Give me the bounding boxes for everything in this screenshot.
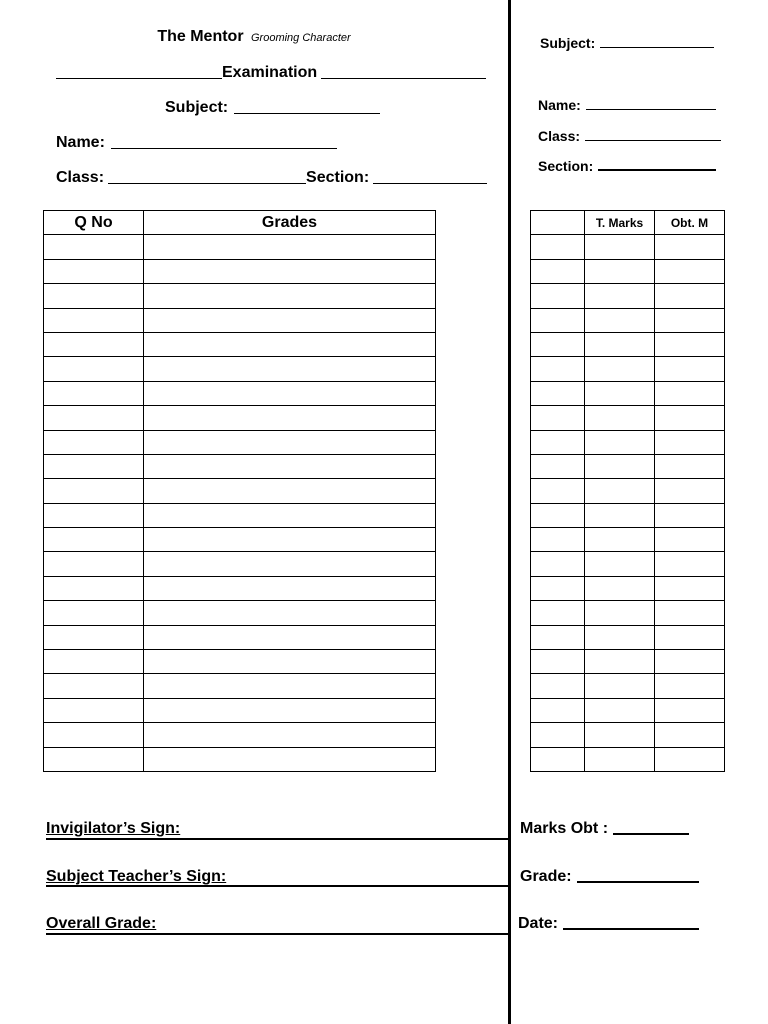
table-row <box>531 259 725 283</box>
obtained-marks-cell[interactable] <box>655 723 725 747</box>
overall-grade-field[interactable] <box>46 933 508 935</box>
total-marks-cell[interactable] <box>585 430 655 454</box>
total-marks-cell[interactable] <box>585 650 655 674</box>
class-section-line <box>56 169 487 187</box>
obtained-marks-cell[interactable] <box>655 454 725 478</box>
total-marks-cell[interactable] <box>585 528 655 552</box>
total-marks-cell[interactable] <box>585 601 655 625</box>
question-cell[interactable] <box>531 747 585 771</box>
total-marks-header: T. Marks <box>585 211 655 235</box>
grade-cell[interactable] <box>144 479 436 503</box>
q-no-cell[interactable] <box>44 576 144 600</box>
question-cell[interactable] <box>531 235 585 259</box>
subject-line <box>165 99 380 117</box>
class-field[interactable] <box>108 183 306 184</box>
question-cell[interactable] <box>531 454 585 478</box>
total-marks-cell[interactable] <box>585 503 655 527</box>
total-marks-cell[interactable] <box>585 552 655 576</box>
obtained-marks-cell[interactable] <box>655 308 725 332</box>
obtained-marks-cell[interactable] <box>655 430 725 454</box>
table-row <box>44 430 436 454</box>
q-no-cell[interactable] <box>44 430 144 454</box>
table-row <box>531 284 725 308</box>
table-row <box>531 357 725 381</box>
table-row <box>531 625 725 649</box>
obtained-marks-cell[interactable] <box>655 235 725 259</box>
date-label: Date: <box>518 915 559 932</box>
table-row <box>44 601 436 625</box>
side-class-field[interactable] <box>585 140 721 141</box>
total-marks-cell[interactable] <box>585 357 655 381</box>
obtained-marks-cell[interactable] <box>655 381 725 405</box>
q-no-header: Q No <box>44 211 144 235</box>
total-marks-cell[interactable] <box>585 259 655 283</box>
side-section-label: Section: <box>538 158 594 174</box>
table-row <box>44 674 436 698</box>
subject-teacher-sign-field[interactable] <box>46 885 508 887</box>
q-no-cell[interactable] <box>44 406 144 430</box>
marks-obt-line <box>520 820 689 838</box>
page-divider <box>508 0 511 1024</box>
question-cell[interactable] <box>531 625 585 649</box>
table-row <box>44 259 436 283</box>
invigilator-sign-label: Invigilator’s Sign: <box>46 820 181 837</box>
grade-cell[interactable] <box>144 406 436 430</box>
table-row <box>44 528 436 552</box>
side-name-line <box>538 97 716 113</box>
name-line <box>56 134 337 152</box>
marks-obt-label: Marks Obt : <box>520 820 609 837</box>
table-row <box>531 406 725 430</box>
side-name-label: Name: <box>538 97 581 113</box>
obtained-marks-cell[interactable] <box>655 601 725 625</box>
marks-blank-header <box>531 211 585 235</box>
table-row <box>531 454 725 478</box>
grades-table-header <box>44 211 436 235</box>
q-no-cell[interactable] <box>44 235 144 259</box>
question-cell[interactable] <box>531 503 585 527</box>
question-cell[interactable] <box>531 698 585 722</box>
total-marks-cell[interactable] <box>585 747 655 771</box>
q-no-cell[interactable] <box>44 479 144 503</box>
table-row <box>531 552 725 576</box>
obtained-marks-cell[interactable] <box>655 479 725 503</box>
date-field[interactable] <box>563 928 699 930</box>
marks-table <box>530 210 725 772</box>
grade-cell[interactable] <box>144 552 436 576</box>
table-row <box>531 332 725 356</box>
question-cell[interactable] <box>531 332 585 356</box>
obtained-marks-cell[interactable] <box>655 747 725 771</box>
grade-cell[interactable] <box>144 625 436 649</box>
overall-grade-label: Overall Grade: <box>46 915 157 932</box>
table-row <box>531 650 725 674</box>
side-class-line <box>538 128 721 144</box>
grade-cell[interactable] <box>144 576 436 600</box>
section-field[interactable] <box>373 183 487 184</box>
subject-label: Subject: <box>165 99 229 116</box>
question-cell[interactable] <box>531 552 585 576</box>
grades-header: Grades <box>144 211 436 235</box>
total-marks-cell[interactable] <box>585 308 655 332</box>
table-row <box>531 503 725 527</box>
examination-suffix-field[interactable] <box>321 78 486 79</box>
obtained-marks-cell[interactable] <box>655 674 725 698</box>
grade-cell[interactable] <box>144 674 436 698</box>
table-row <box>531 723 725 747</box>
obtained-marks-cell[interactable] <box>655 503 725 527</box>
q-no-cell[interactable] <box>44 552 144 576</box>
table-row <box>44 576 436 600</box>
q-no-cell[interactable] <box>44 454 144 478</box>
q-no-cell[interactable] <box>44 381 144 405</box>
marks-table-header <box>531 211 725 235</box>
question-cell[interactable] <box>531 357 585 381</box>
grade-cell[interactable] <box>144 528 436 552</box>
obtained-marks-cell[interactable] <box>655 576 725 600</box>
table-row <box>44 406 436 430</box>
question-cell[interactable] <box>531 576 585 600</box>
question-cell[interactable] <box>531 674 585 698</box>
name-field[interactable] <box>111 148 337 149</box>
grade-cell[interactable] <box>144 650 436 674</box>
question-cell[interactable] <box>531 723 585 747</box>
obtained-marks-cell[interactable] <box>655 332 725 356</box>
table-row <box>44 284 436 308</box>
table-row <box>531 479 725 503</box>
obtained-marks-cell[interactable] <box>655 650 725 674</box>
obtained-marks-cell[interactable] <box>655 284 725 308</box>
question-cell[interactable] <box>531 430 585 454</box>
q-no-cell[interactable] <box>44 308 144 332</box>
table-row <box>44 332 436 356</box>
table-row <box>44 308 436 332</box>
table-row <box>44 552 436 576</box>
grade-cell[interactable] <box>144 357 436 381</box>
total-marks-cell[interactable] <box>585 479 655 503</box>
total-marks-cell[interactable] <box>585 698 655 722</box>
question-cell[interactable] <box>531 284 585 308</box>
q-no-cell[interactable] <box>44 674 144 698</box>
question-cell[interactable] <box>531 381 585 405</box>
school-tagline: Grooming Character <box>251 32 351 44</box>
side-subject-field[interactable] <box>600 47 714 48</box>
q-no-cell[interactable] <box>44 747 144 771</box>
side-section-line <box>538 158 716 174</box>
table-row <box>531 528 725 552</box>
examination-label: Examination <box>222 64 318 81</box>
name-label: Name: <box>56 134 105 151</box>
grade-field[interactable] <box>577 881 699 883</box>
total-marks-cell[interactable] <box>585 406 655 430</box>
total-marks-cell[interactable] <box>585 332 655 356</box>
side-subject-line <box>540 35 714 51</box>
total-marks-cell[interactable] <box>585 284 655 308</box>
q-no-cell[interactable] <box>44 698 144 722</box>
grade-cell[interactable] <box>144 503 436 527</box>
total-marks-cell[interactable] <box>585 381 655 405</box>
grade-cell[interactable] <box>144 430 436 454</box>
table-row <box>531 674 725 698</box>
q-no-cell[interactable] <box>44 503 144 527</box>
school-header <box>0 28 508 46</box>
table-row <box>44 747 436 771</box>
obtained-marks-cell[interactable] <box>655 357 725 381</box>
table-row <box>44 650 436 674</box>
class-label: Class: <box>56 169 105 186</box>
table-row <box>44 357 436 381</box>
grade-cell[interactable] <box>144 284 436 308</box>
q-no-cell[interactable] <box>44 259 144 283</box>
table-row <box>531 308 725 332</box>
invigilator-sign-field[interactable] <box>46 838 508 840</box>
total-marks-cell[interactable] <box>585 235 655 259</box>
question-cell[interactable] <box>531 259 585 283</box>
q-no-cell[interactable] <box>44 332 144 356</box>
table-row <box>44 479 436 503</box>
obtained-marks-header: Obt. M <box>655 211 725 235</box>
q-no-cell[interactable] <box>44 357 144 381</box>
q-no-cell[interactable] <box>44 601 144 625</box>
grade-line <box>520 868 699 886</box>
grade-cell[interactable] <box>144 698 436 722</box>
grade-cell[interactable] <box>144 381 436 405</box>
table-row <box>531 576 725 600</box>
grade-cell[interactable] <box>144 723 436 747</box>
question-cell[interactable] <box>531 479 585 503</box>
q-no-cell[interactable] <box>44 625 144 649</box>
table-row <box>531 381 725 405</box>
table-row <box>44 503 436 527</box>
examination-line <box>56 64 486 82</box>
grade-cell[interactable] <box>144 308 436 332</box>
side-class-label: Class: <box>538 128 581 144</box>
grade-cell[interactable] <box>144 454 436 478</box>
table-row <box>531 747 725 771</box>
question-cell[interactable] <box>531 650 585 674</box>
side-section-field[interactable] <box>598 169 716 171</box>
examination-name-field[interactable] <box>56 78 222 79</box>
table-row <box>44 625 436 649</box>
grade-cell[interactable] <box>144 235 436 259</box>
total-marks-cell[interactable] <box>585 625 655 649</box>
table-row <box>531 601 725 625</box>
side-name-field[interactable] <box>586 109 716 110</box>
table-row <box>531 235 725 259</box>
obtained-marks-cell[interactable] <box>655 406 725 430</box>
total-marks-cell[interactable] <box>585 723 655 747</box>
question-cell[interactable] <box>531 406 585 430</box>
grade-label: Grade: <box>520 868 572 885</box>
question-cell[interactable] <box>531 528 585 552</box>
table-row <box>531 698 725 722</box>
obtained-marks-cell[interactable] <box>655 698 725 722</box>
section-label: Section: <box>306 169 370 186</box>
question-cell[interactable] <box>531 308 585 332</box>
grade-cell[interactable] <box>144 747 436 771</box>
table-row <box>44 454 436 478</box>
grade-cell[interactable] <box>144 601 436 625</box>
question-cell[interactable] <box>531 601 585 625</box>
table-row <box>44 723 436 747</box>
date-line <box>518 915 699 933</box>
table-row <box>44 698 436 722</box>
table-row <box>44 235 436 259</box>
total-marks-cell[interactable] <box>585 674 655 698</box>
subject-field[interactable] <box>234 113 380 114</box>
q-no-cell[interactable] <box>44 650 144 674</box>
side-subject-label: Subject: <box>540 35 596 51</box>
table-row <box>44 381 436 405</box>
obtained-marks-cell[interactable] <box>655 552 725 576</box>
marks-obt-field[interactable] <box>613 833 689 835</box>
grade-cell[interactable] <box>144 259 436 283</box>
q-no-cell[interactable] <box>44 528 144 552</box>
obtained-marks-cell[interactable] <box>655 259 725 283</box>
total-marks-cell[interactable] <box>585 454 655 478</box>
subject-teacher-sign-label: Subject Teacher’s Sign: <box>46 868 227 885</box>
obtained-marks-cell[interactable] <box>655 528 725 552</box>
q-no-cell[interactable] <box>44 723 144 747</box>
table-row <box>531 430 725 454</box>
q-no-cell[interactable] <box>44 284 144 308</box>
grades-table <box>43 210 436 772</box>
obtained-marks-cell[interactable] <box>655 625 725 649</box>
grade-cell[interactable] <box>144 332 436 356</box>
school-name: The Mentor <box>157 28 244 45</box>
total-marks-cell[interactable] <box>585 576 655 600</box>
